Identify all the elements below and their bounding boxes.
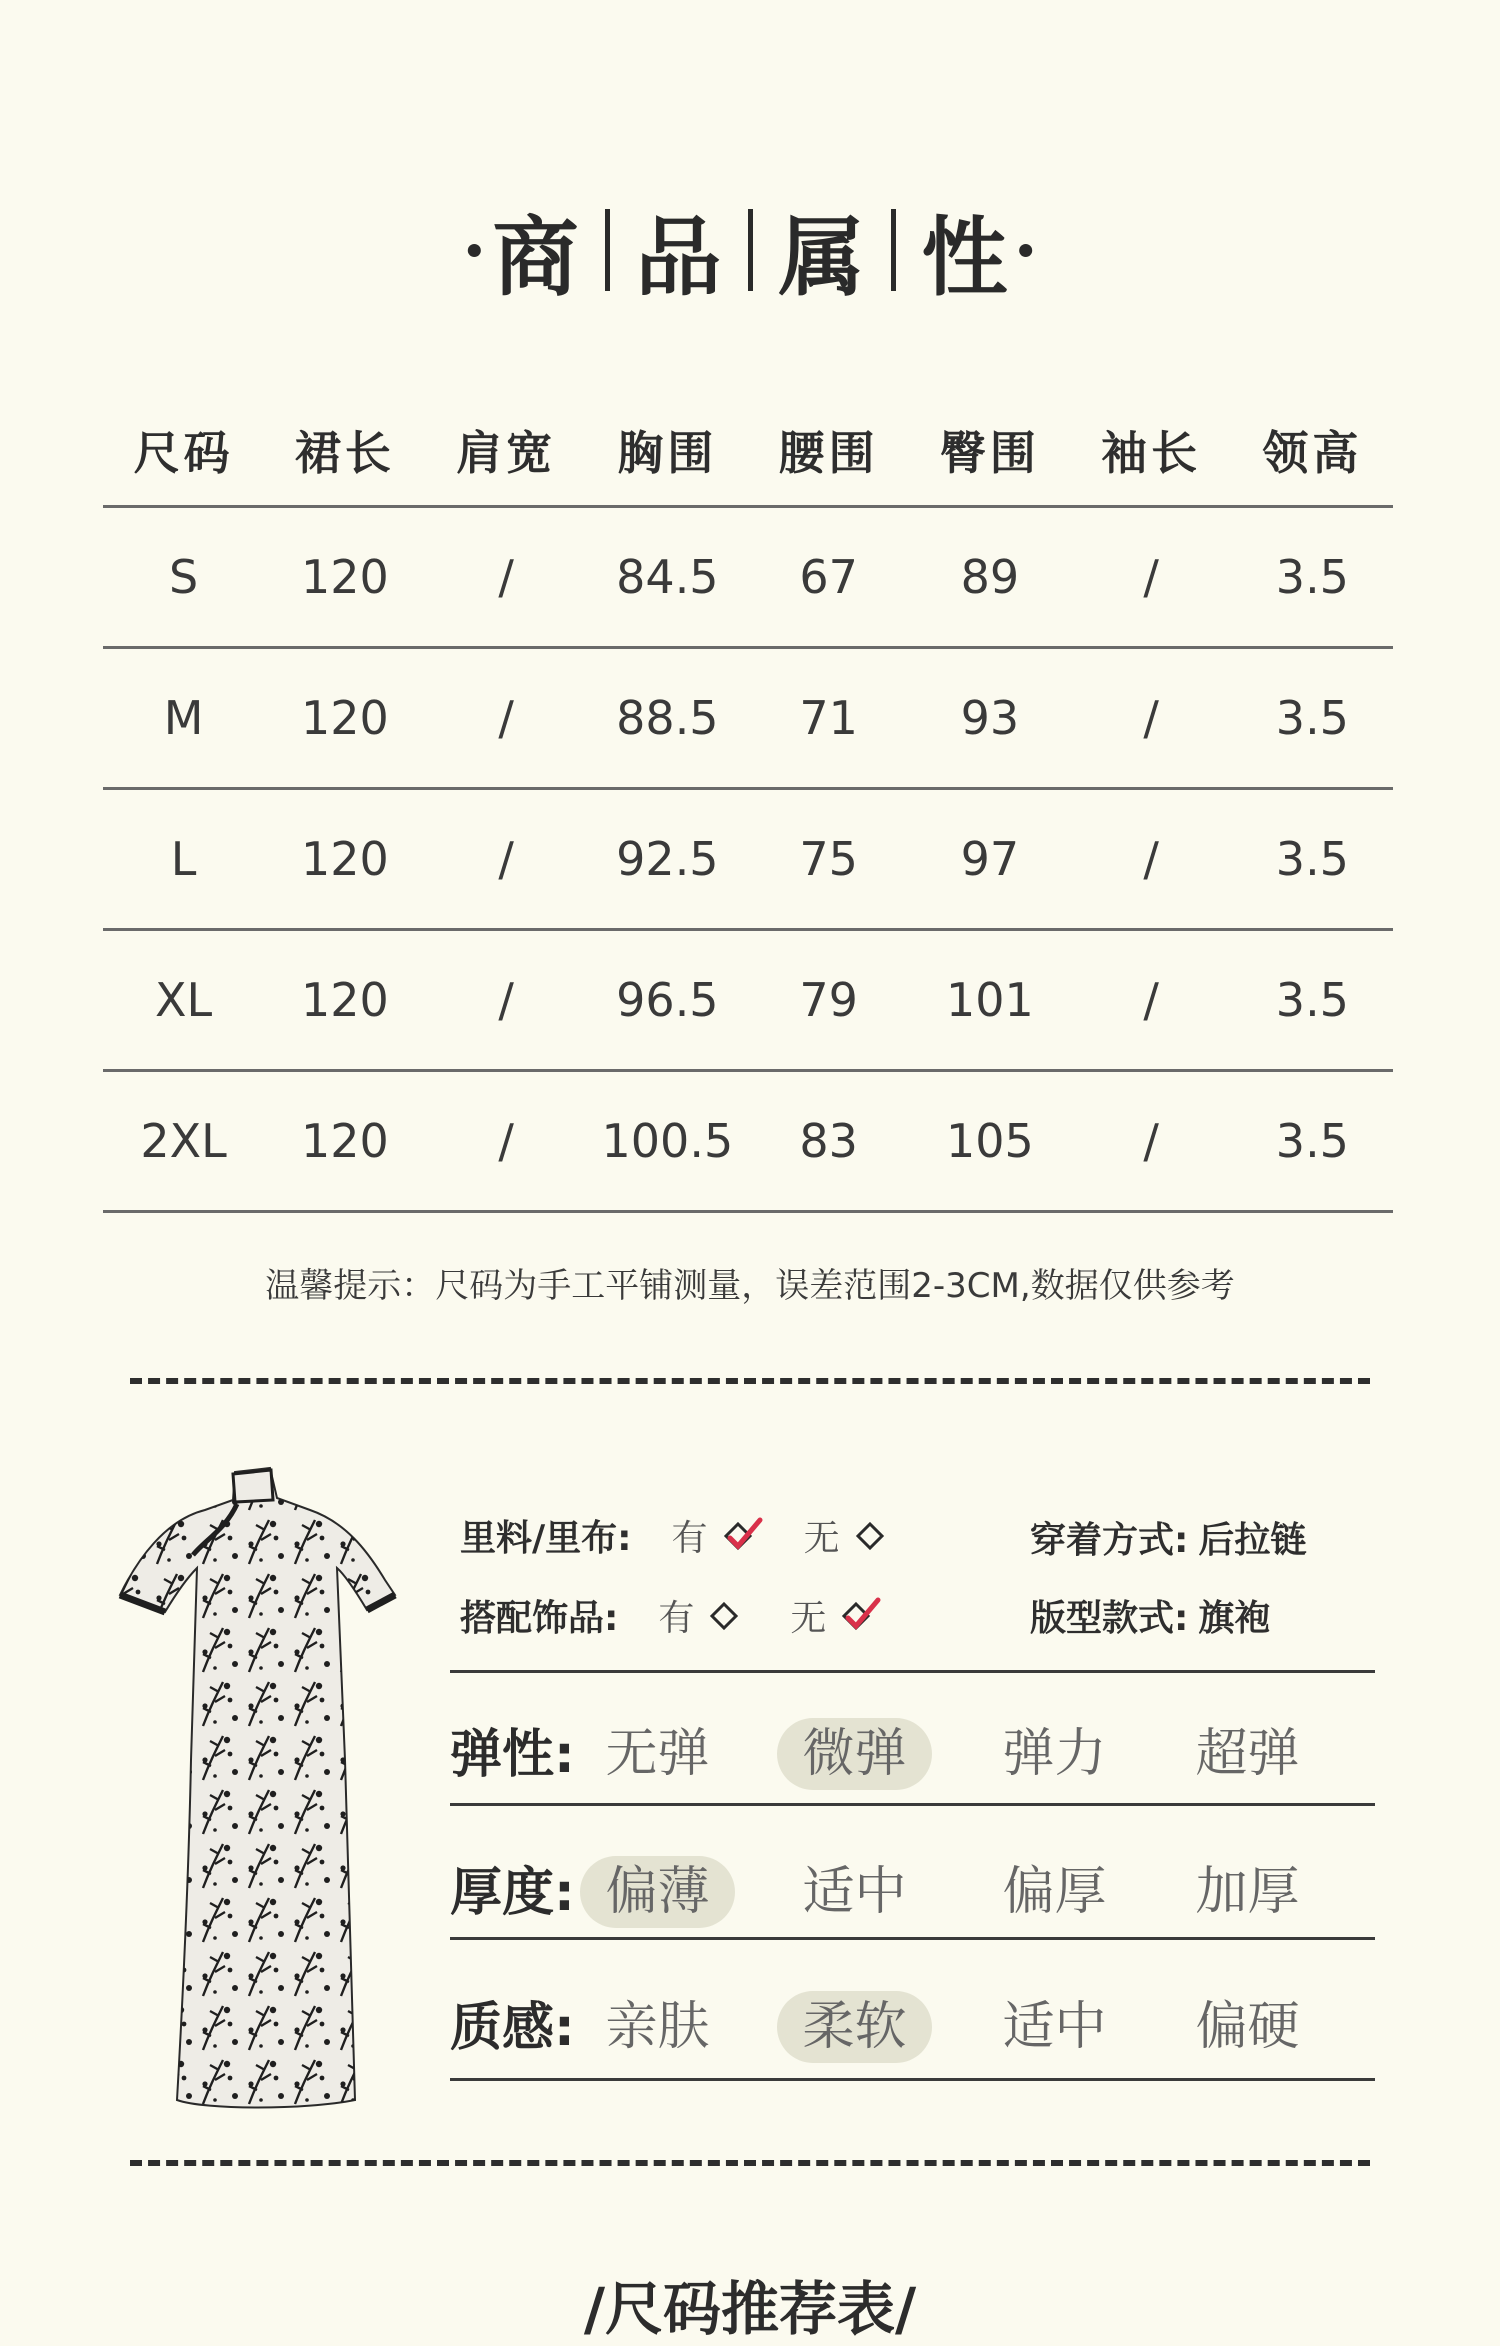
table-row: [103, 507, 1393, 648]
table-cell: 120: [264, 507, 425, 648]
table-row: [103, 930, 1393, 1071]
diamond-icon: [706, 1594, 750, 1638]
table-cell: L: [103, 789, 264, 930]
table-row: [103, 648, 1393, 789]
header-hip: 臀围: [909, 395, 1070, 507]
lining-option-no[interactable]: [804, 1510, 896, 1561]
header-skirt-length: 裙长: [264, 395, 425, 507]
table-cell: XL: [103, 930, 264, 1071]
checked-diamond-icon: [720, 1514, 764, 1558]
header-waist: 腰围: [748, 395, 909, 507]
table-cell: 93: [909, 648, 1070, 789]
table-cell: 92.5: [587, 789, 748, 930]
measurement-tip: 温馨提示：尺码为手工平铺测量，误差范围2-3CM,数据仅供参考: [265, 1266, 1235, 1306]
table-cell: 3.5: [1232, 507, 1393, 648]
elasticity-option[interactable]: 超弹: [1195, 1724, 1300, 1784]
table-cell: S: [103, 507, 264, 648]
header-collar: 领高: [1232, 395, 1393, 507]
table-cell: 120: [264, 789, 425, 930]
table-cell: 88.5: [587, 648, 748, 789]
option-yes-label: 有: [658, 1598, 695, 1639]
texture-label: 质感:: [450, 1998, 575, 2058]
option-no-label: 无: [803, 1518, 840, 1559]
title-divider: [891, 209, 896, 291]
table-cell: /: [426, 930, 587, 1071]
table-row: [103, 1071, 1393, 1212]
table-cell: 97: [909, 789, 1070, 930]
elasticity-row: [450, 1705, 1375, 1805]
thickness-option[interactable]: 偏厚: [1002, 1862, 1107, 1922]
diamond-icon: [852, 1514, 896, 1558]
divider-line: [450, 1670, 1375, 1673]
divider-line: [450, 1803, 1375, 1806]
lining-option-yes[interactable]: [672, 1510, 764, 1561]
table-cell: /: [426, 648, 587, 789]
table-cell: 120: [264, 648, 425, 789]
table-cell: 120: [264, 930, 425, 1071]
table-cell: 2XL: [103, 1071, 264, 1212]
table-cell: /: [426, 1071, 587, 1212]
texture-option[interactable]: 适中: [1002, 1997, 1107, 2057]
option-no-label: 无: [790, 1598, 827, 1639]
title-char: 品: [635, 207, 722, 308]
style-label: 版型款式:: [1030, 1598, 1189, 1639]
table-cell: 3.5: [1232, 1071, 1393, 1212]
divider-line: [450, 2078, 1375, 2081]
table-cell: 120: [264, 1071, 425, 1212]
table-cell: 84.5: [587, 507, 748, 648]
wear-method-row: [1030, 1512, 1306, 1563]
accessories-row: [460, 1590, 882, 1641]
table-cell: /: [1071, 789, 1232, 930]
style-value: 旗袍: [1198, 1598, 1271, 1639]
qipao-dress-image: [105, 1460, 405, 2120]
wear-method-label: 穿着方式:: [1030, 1520, 1189, 1561]
table-cell: M: [103, 648, 264, 789]
table-cell: 83: [748, 1071, 909, 1212]
table-cell: 101: [909, 930, 1070, 1071]
texture-option-selected[interactable]: 柔软: [777, 1991, 932, 2063]
thickness-option[interactable]: 适中: [802, 1862, 907, 1922]
title-dot-left: ·: [462, 208, 487, 292]
title-char: 商: [492, 207, 579, 308]
table-cell: 3.5: [1232, 930, 1393, 1071]
size-table-header-row: [103, 395, 1393, 507]
table-cell: 3.5: [1232, 789, 1393, 930]
wear-method-value: 后拉链: [1198, 1520, 1307, 1561]
section-title: [0, 195, 1500, 308]
table-cell: 89: [909, 507, 1070, 648]
dashed-divider: [130, 1378, 1370, 1384]
divider-line: [450, 1937, 1375, 1940]
table-cell: /: [1071, 930, 1232, 1071]
lining-row: [460, 1510, 896, 1561]
option-yes-label: 有: [671, 1518, 708, 1559]
accessories-label: 搭配饰品:: [460, 1598, 619, 1639]
texture-row: [450, 1978, 1375, 2078]
table-cell: /: [426, 507, 587, 648]
table-cell: /: [1071, 648, 1232, 789]
elasticity-label: 弹性:: [450, 1725, 575, 1785]
elasticity-option[interactable]: 无弹: [605, 1724, 710, 1784]
header-shoulder: 肩宽: [426, 395, 587, 507]
elasticity-option[interactable]: 弹力: [1002, 1724, 1107, 1784]
checked-diamond-icon: [838, 1594, 882, 1638]
title-divider: [748, 209, 753, 291]
table-cell: 71: [748, 648, 909, 789]
table-cell: 105: [909, 1071, 1070, 1212]
table-cell: /: [426, 789, 587, 930]
texture-option[interactable]: 偏硬: [1195, 1997, 1300, 2057]
table-cell: /: [1071, 507, 1232, 648]
header-size: 尺码: [103, 395, 264, 507]
size-table: [103, 395, 1393, 1213]
title-divider: [605, 209, 610, 291]
thickness-row: [450, 1843, 1375, 1943]
accessories-option-yes[interactable]: [658, 1590, 750, 1641]
title-char: 性: [921, 207, 1008, 308]
table-cell: 75: [748, 789, 909, 930]
thickness-label: 厚度:: [450, 1863, 575, 1923]
header-bust: 胸围: [587, 395, 748, 507]
table-cell: 79: [748, 930, 909, 1071]
thickness-option[interactable]: 加厚: [1195, 1862, 1300, 1922]
table-row: [103, 789, 1393, 930]
texture-option[interactable]: 亲肤: [605, 1997, 710, 2057]
elasticity-option-selected[interactable]: 微弹: [777, 1718, 932, 1790]
lining-label: 里料/里布:: [460, 1518, 632, 1559]
size-recommendation-title: /尺码推荐表/: [583, 2275, 917, 2343]
table-cell: /: [1071, 1071, 1232, 1212]
thickness-option-selected[interactable]: 偏薄: [580, 1856, 735, 1928]
style-row: [1030, 1590, 1270, 1641]
table-cell: 3.5: [1232, 648, 1393, 789]
accessories-option-no[interactable]: [790, 1590, 882, 1641]
table-cell: 96.5: [587, 930, 748, 1071]
table-cell: 67: [748, 507, 909, 648]
title-dot-right: ·: [1013, 208, 1038, 292]
dashed-divider: [130, 2160, 1370, 2166]
header-sleeve: 袖长: [1071, 395, 1232, 507]
table-cell: 100.5: [587, 1071, 748, 1212]
title-char: 属: [778, 207, 865, 308]
